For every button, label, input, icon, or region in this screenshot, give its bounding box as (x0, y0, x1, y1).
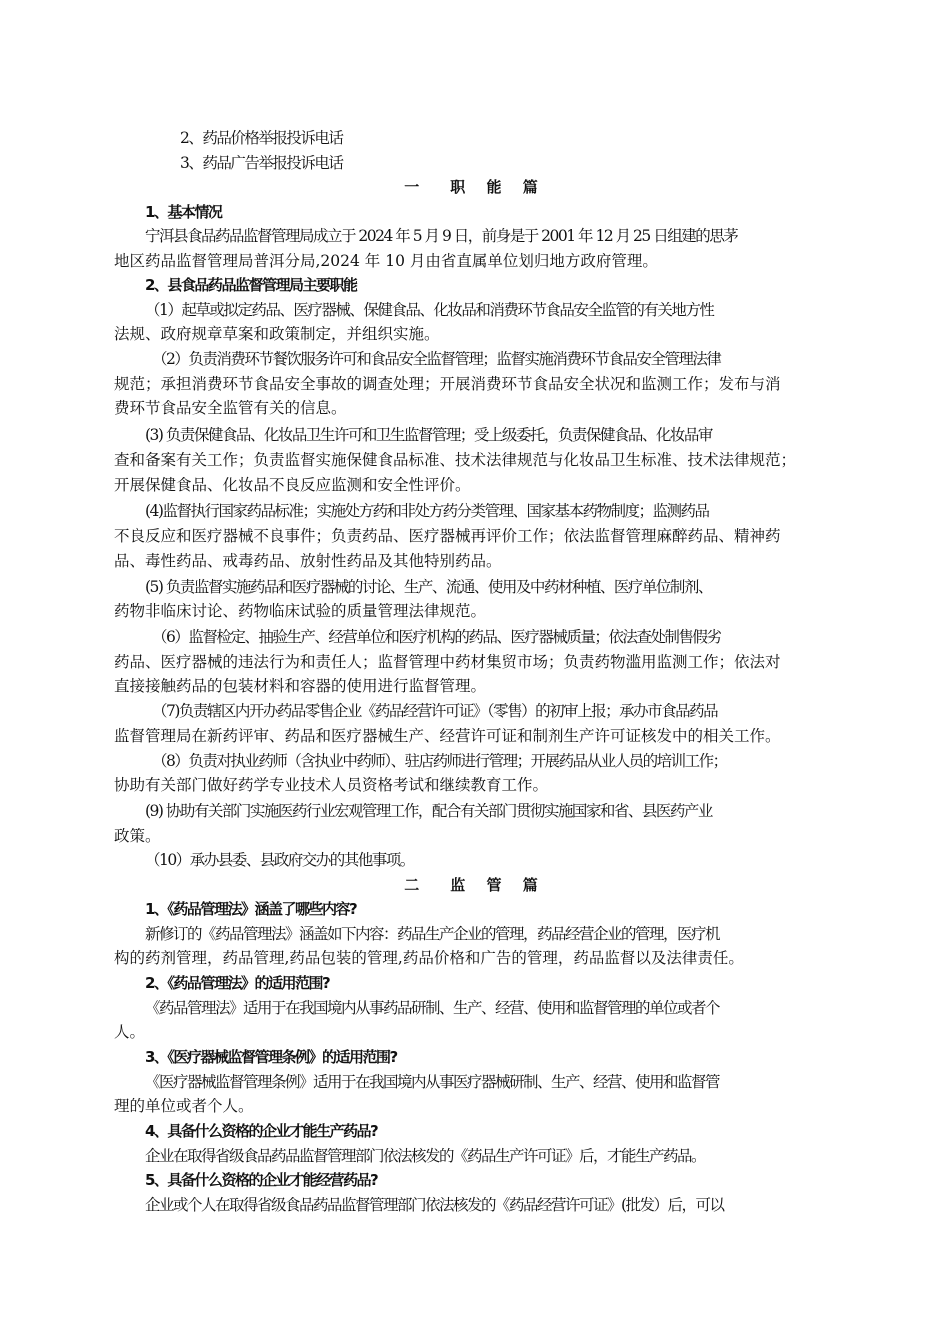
text-line: 法规、政府规章草案和政策制定，并组织实施。 (114, 325, 440, 343)
text-line: （2）负责消费环节餐饮服务许可和食品安全监督管理；监督实施消费环节食品安全管理法律 (152, 350, 721, 368)
text-line: 构的药剂管理，药品管理,药品包装的管理,药品价格和广告的管理，药品监督以及法律责任。 (114, 949, 744, 967)
text-line: 不良反应和医疗器械不良事件；负责药品、医疗器械再评价工作；依法监督管理麻醉药品、精神药 (114, 527, 781, 545)
text-line: 企业或个人在取得省级食品药品监督管理部门依法核发的《药品经营许可证》(批发）后，可以 (145, 1196, 724, 1214)
subheading: 5、具备什么资格的企业才能经营药品? (145, 1171, 378, 1189)
text-line: 人。 (114, 1023, 146, 1041)
section-heading: 二 监 管 篇 (404, 876, 546, 894)
text-line: 费环节食品安全监管有关的信息。 (114, 399, 347, 417)
text-line: (5) 负责监督实施药品和医疗器械的讨论、生产、流通、使用及中药材种植、医疗单位制剂、 (145, 578, 712, 596)
text-line: 开展保健食品、化妆品不良反应监测和安全性评价。 (114, 476, 471, 494)
text-line: 直接接触药品的包装材料和容器的使用进行监督管理。 (114, 677, 487, 695)
text-line: 2、药品价格举报投诉电话 (180, 129, 343, 147)
text-line: （6）监督检定、抽验生产、经营单位和医疗机构的药品、医疗器械质量；依法查处制售假劣 (152, 628, 721, 646)
text-line: 规范；承担消费环节食品安全事故的调查处理；开展消费环节食品安全状况和监测工作；发布与消 (114, 375, 781, 393)
text-line: (4)监督执行国家药品标准；实施处方药和非处方药分类管理、国家基本药物制度；监测药品 (145, 502, 709, 520)
text-line: 协助有关部门做好药学专业技术人员资格考试和继续教育工作。 (114, 776, 549, 794)
text-line: 3、药品广告举报投诉电话 (180, 154, 343, 172)
text-line: 品、毒性药品、戒毒药品、放射性药品及其他特别药品。 (114, 552, 502, 570)
text-line: (9) 协助有关部门实施医药行业宏观管理工作，配合有关部门贯彻实施国家和省、县医药产业 (145, 802, 712, 820)
text-line: 新修订的《药品管理法》涵盖如下内容：药品生产企业的管理，药品经营企业的管理，医疗机 (145, 925, 720, 943)
text-line: （1）起草或拟定药品、医疗器械、保健食品、化妆品和消费环节食品安全监管的有关地方性 (145, 301, 714, 319)
text-line: (3) 负责保健食品、化妆品卫生许可和卫生监督管理；受上级委托，负责保健食品、化妆品审 (145, 426, 712, 444)
text-line: （8）负责对执业药师（含执业中药师）、驻店药师进行管理；开展药品从业人员的培训工作； (152, 752, 727, 770)
subheading: 2、《药品管理法》的适用范围? (145, 974, 330, 992)
section-heading: 一 职 能 篇 (404, 178, 546, 196)
subheading: 1、基本情况 (145, 203, 222, 221)
text-line: 宁洱县食品药品监督管理局成立于 2024 年 5 月 9 日，前身是于 2001 年 12 月 25 日组建的思茅 (145, 227, 738, 245)
text-line: 理的单位或者个人。 (114, 1097, 254, 1115)
text-line: 企业在取得省级食品药品监督管理部门依法核发的《药品生产许可证》后，才能生产药品。 (145, 1147, 706, 1165)
text-line: 查和备案有关工作；负责监督实施保健食品标准、技术法律规范与化妆品卫生标准、技术法律规范； (114, 451, 797, 469)
text-line: 地区药品监督管理局普洱分局,2024 年 10 月由省直属单位划归地方政府管理。 (114, 252, 658, 270)
subheading: 2、县食品药品监督管理局主要职能 (145, 276, 357, 294)
text-line: 监督管理局在新药评审、药品和医疗器械生产、经营许可证和制剂生产许可证核发中的相关工作。 (114, 727, 781, 745)
text-line: 《药品管理法》适用于在我国境内从事药品研制、生产、经营、使用和监督管理的单位或者个 (145, 999, 720, 1017)
text-line: （7)负责辖区内开办药品零售企业《药品经营许可证》（零售）的初审上报；承办市食品药品 (152, 702, 718, 720)
subheading: 1、《药品管理法》涵盖了哪些内容? (145, 900, 357, 918)
text-line: （10）承办县委、县政府交办的其他事项。 (145, 851, 414, 869)
text-line: 药品、医疗器械的违法行为和责任人；监督管理中药材集贸市场；负责药物滥用监测工作；依法对 (114, 653, 781, 671)
text-line: 《医疗器械监督管理条例》适用于在我国境内从事医疗器械研制、生产、经营、使用和监督管 (145, 1073, 720, 1091)
subheading: 4、具备什么资格的企业才能生产药品? (145, 1122, 378, 1140)
text-line: 药物非临床讨论、药物临床试验的质量管理法律规范。 (114, 602, 487, 620)
subheading: 3、《医疗器械监督管理条例》的适用范围? (145, 1048, 397, 1066)
text-line: 政策。 (114, 827, 161, 845)
